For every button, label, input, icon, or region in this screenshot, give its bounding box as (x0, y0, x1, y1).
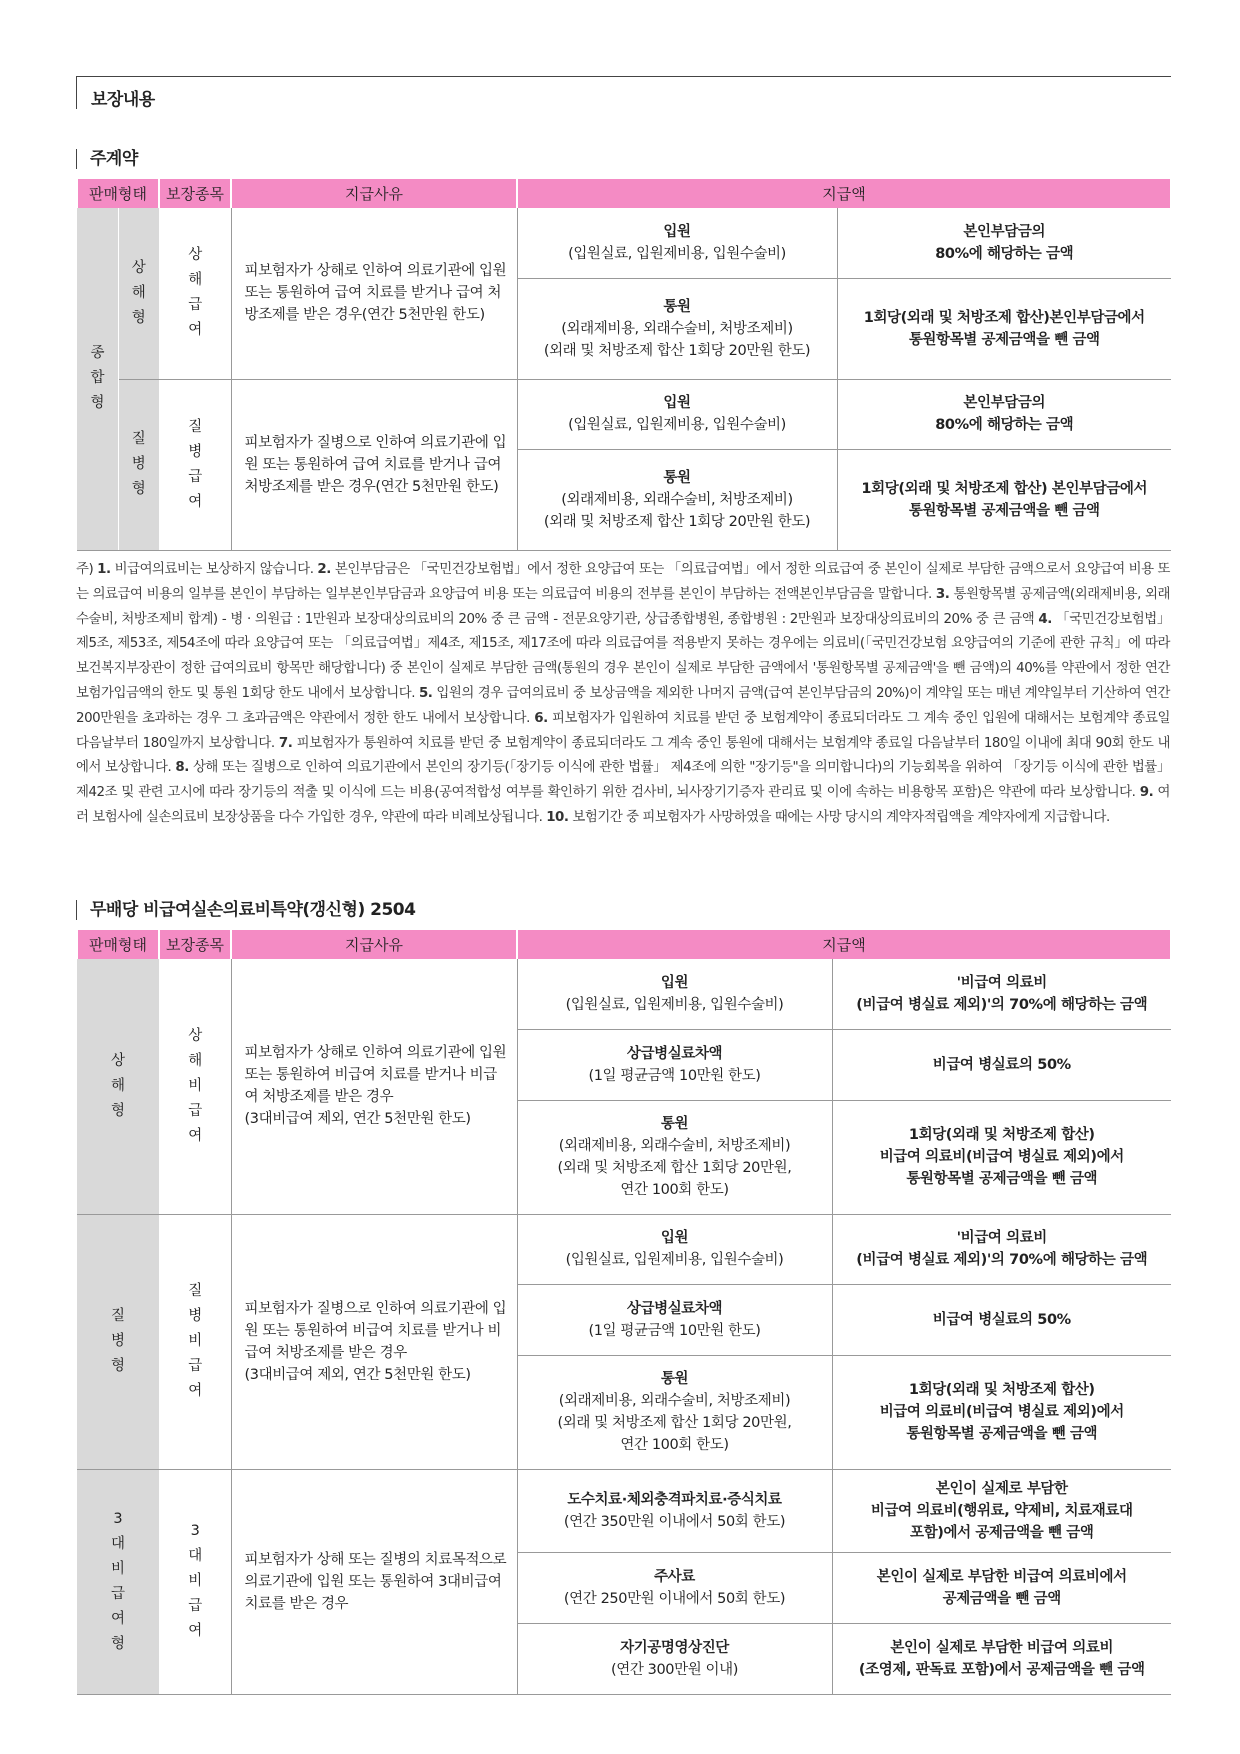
benefit-cell: 상급병실료차액 (1일 평균금액 10만원 한도) (517, 1029, 832, 1100)
main-contract-table (76, 179, 1172, 551)
amount-cell: 본인이 실제로 부담한 비급여 의료비(행위료, 약제비, 치료재료대 포함)에서 공제금액을 뺀 금액 (832, 1469, 1171, 1552)
group-type-cell: 상해형 (118, 208, 159, 379)
reason-cell: 피보험자가 질병으로 인하여 의료기관에 입원 또는 통원하여 비급여 치료를 받거나 비급여 처방조제를 받은 경우 (3대비급여 제외, 연간 5천만원 한도) (231, 1214, 517, 1469)
table-row (77, 208, 1171, 278)
benefit-cell: 주사료 (연간 250만원 이내에서 50회 한도) (517, 1552, 832, 1623)
main-contract-title: 주계약 (76, 149, 138, 169)
col-amount: 지급액 (517, 930, 1171, 959)
amount-cell: 1회당(외래 및 처방조제 합산) 본인부담금에서 통원항목별 공제금액을 뺀 금액 (837, 449, 1171, 550)
benefit-cell: 입원 (입원실료, 입원제비용, 입원수술비) (517, 959, 832, 1029)
benefit-cell: 입원 (입원실료, 입원제비용, 입원수술비) (517, 208, 837, 278)
table-row (77, 379, 1171, 449)
rider-title: 무배당 비급여실손의료비특약(갱신형) 2504 (76, 900, 415, 920)
amount-cell: 본인이 실제로 부담한 비급여 의료비 (조영제, 판독료 포함)에서 공제금액을 뺀 금액 (832, 1623, 1171, 1694)
sale-type-cell: 종합형 (77, 208, 118, 550)
col-reason: 지급사유 (231, 930, 517, 959)
col-coverage-item: 보장종목 (159, 930, 231, 959)
col-reason: 지급사유 (231, 179, 517, 208)
notes-paragraph: 주) 1. 비급여의료비는 보상하지 않습니다. 2. 본인부담금은 「국민건강보험법」에서 정한 요양급여 또는 「의료급여법」에서 정한 의료급여 중 본인이 실제로 부담한 금액으로서 요양급여 비용 또는 의료급여 비용의 일부를 본인이 부담하는 일부본인부담금과 요양급여 비용 또는 의료급여 비용의 전부를 본인이 부담하는 전액본인부담금을 말합니다. 3. 통원항목별 공제금액(외래제비용, 외래수술비, 처방조제비 합계) - 병 · 의원급 : 1만원과 보장대상의료비의 20% 중 큰 금액 - 전문요양기관, 상급종합병원, 종합병원 : 2만원과 보장대상의료비의 20% 중 큰 금액 4. 「국민건강보험법」제5조, 제53조, 제54조에 따라 요양급여 또는 「의료급여법」제4조, 제15조, 제17조에 따라 의료급여를 적용받지 못하는 경우에는 의료비(「국민건강보험 요양급여의 기준에 관한 규칙」에 따라 보건복지부장관이 정한 급여의료비 항목만 해당합니다) 중 본인이 실제로 부담한 금액(통원의 경우 본인이 실제로 부담한 금액에서 '통원항목별 공제금액'을 뺀 금액)의 40%를 약관에서 정한 연간 보험가입금액의 한도 및 통원 1회당 한도 내에서 보상합니다. 5. 입원의 경우 급여의료비 중 보상금액을 제외한 나머지 금액(급여 본인부담금의 20%)이 계약일 또는 매년 계약일부터 기산하여 연간 200만원을 초과하는 경우 그 초과금액은 약관에서 정한 한도 내에서 보상합니다. 6. 피보험자가 입원하여 치료를 받던 중 보험계약이 종료되더라도 그 계속 중인 입원에 대해서는 보험계약 종료일 다음날부터 180일까지 보상합니다. 7. 피보험자가 통원하여 치료를 받던 중 보험계약이 종료되더라도 그 계속 중인 통원에 대해서는 보험계약 종료일 다음날부터 180일 이내에 최대 90회 한도 내에서 보상합니다. 8. 상해 또는 질병으로 인하여 의료기관에서 본인의 장기등(「장기등 이식에 관한 법률」 제4조에 의한 "장기등"을 의미합니다)의 기능회복을 위하여 「장기등 이식에 관한 법률」 제42조 및 관련 고시에 따라 장기등의 적출 및 이식에 드는 비용(공여적합성 여부를 확인하기 위한 검사비, 뇌사장기기증자 관리료 및 이에 속하는 비용항목 포함)은 약관에 따라 보상합니다. 9. 여러 보험사에 실손의료비 보장상품을 다수 가입한 경우, 약관에 따라 비례보상됩니다. 10. 보험기간 중 피보험자가 사망하였을 때에는 사망 당시의 계약자적립액을 계약자에게 지급합니다. (76, 562, 1171, 825)
amount-cell: 1회당(외래 및 처방조제 합산) 비급여 의료비(비급여 병실료 제외)에서 통원항목별 공제금액을 뺀 금액 (832, 1355, 1171, 1469)
coverage-item-cell: 3대비급여 (159, 1469, 231, 1694)
amount-cell: 본인부담금의 80%에 해당하는 금액 (837, 208, 1171, 278)
reason-cell: 피보험자가 상해로 인하여 의료기관에 입원 또는 통원하여 비급여 치료를 받거나 비급여 처방조제를 받은 경우 (3대비급여 제외, 연간 5천만원 한도) (231, 959, 517, 1214)
table-header-row (77, 179, 1171, 208)
coverage-item-cell: 상해급여 (159, 208, 231, 379)
coverage-item-cell: 질병비급여 (159, 1214, 231, 1469)
amount-cell: 비급여 병실료의 50% (832, 1029, 1171, 1100)
benefit-cell: 통원 (외래제비용, 외래수술비, 처방조제비) (외래 및 처방조제 합산 1회당 20만원 한도) (517, 278, 837, 379)
group-type-cell: 상해형 (77, 959, 159, 1214)
coverage-item-cell: 상해비급여 (159, 959, 231, 1214)
page-header (76, 76, 1171, 109)
amount-cell: 1회당(외래 및 처방조제 합산) 비급여 의료비(비급여 병실료 제외)에서 통원항목별 공제금액을 뺀 금액 (832, 1100, 1171, 1214)
benefit-cell: 상급병실료차액 (1일 평균금액 10만원 한도) (517, 1284, 832, 1355)
benefit-cell: 통원 (외래제비용, 외래수술비, 처방조제비) (외래 및 처방조제 합산 1회당 20만원 한도) (517, 449, 837, 550)
benefit-cell: 입원 (입원실료, 입원제비용, 입원수술비) (517, 379, 837, 449)
col-coverage-item: 보장종목 (159, 179, 231, 208)
table-row (77, 959, 1171, 1029)
benefit-cell: 통원 (외래제비용, 외래수술비, 처방조제비) (외래 및 처방조제 합산 1회당 20만원, 연간 100회 한도) (517, 1100, 832, 1214)
page-title: 보장내용 (91, 90, 155, 110)
reason-cell: 피보험자가 상해로 인하여 의료기관에 입원 또는 통원하여 급여 치료를 받거나 급여 처방조제를 받은 경우(연간 5천만원 한도) (231, 208, 517, 379)
amount-cell: '비급여 의료비 (비급여 병실료 제외)'의 70%에 해당하는 금액 (832, 1214, 1171, 1284)
benefit-cell: 입원 (입원실료, 입원제비용, 입원수술비) (517, 1214, 832, 1284)
reason-cell: 피보험자가 상해 또는 질병의 치료목적으로 의료기관에 입원 또는 통원하여 3대비급여 치료를 받은 경우 (231, 1469, 517, 1694)
group-type-cell: 3대비급여형 (77, 1469, 159, 1694)
amount-cell: '비급여 의료비 (비급여 병실료 제외)'의 70%에 해당하는 금액 (832, 959, 1171, 1029)
rider-table (76, 930, 1172, 1695)
group-type-cell: 질병형 (77, 1214, 159, 1469)
reason-cell: 피보험자가 질병으로 인하여 의료기관에 입원 또는 통원하여 급여 치료를 받거나 급여 처방조제를 받은 경우(연간 5천만원 한도) (231, 379, 517, 550)
coverage-item-cell: 질병급여 (159, 379, 231, 550)
group-type-cell: 질병형 (118, 379, 159, 550)
amount-cell: 비급여 병실료의 50% (832, 1284, 1171, 1355)
benefit-cell: 자기공명영상진단 (연간 300만원 이내) (517, 1623, 832, 1694)
col-sale-type: 판매형태 (77, 930, 159, 959)
benefit-cell: 도수치료·체외충격파치료·증식치료 (연간 350만원 이내에서 50회 한도) (517, 1469, 832, 1552)
amount-cell: 1회당(외래 및 처방조제 합산)본인부담금에서 통원항목별 공제금액을 뺀 금액 (837, 278, 1171, 379)
col-sale-type: 판매형태 (77, 179, 159, 208)
table-row (77, 1214, 1171, 1284)
table-row (77, 1469, 1171, 1552)
table-header-row (77, 930, 1171, 959)
amount-cell: 본인이 실제로 부담한 비급여 의료비에서 공제금액을 뺀 금액 (832, 1552, 1171, 1623)
col-amount: 지급액 (517, 179, 1171, 208)
amount-cell: 본인부담금의 80%에 해당하는 금액 (837, 379, 1171, 449)
benefit-cell: 통원 (외래제비용, 외래수술비, 처방조제비) (외래 및 처방조제 합산 1회당 20만원, 연간 100회 한도) (517, 1355, 832, 1469)
